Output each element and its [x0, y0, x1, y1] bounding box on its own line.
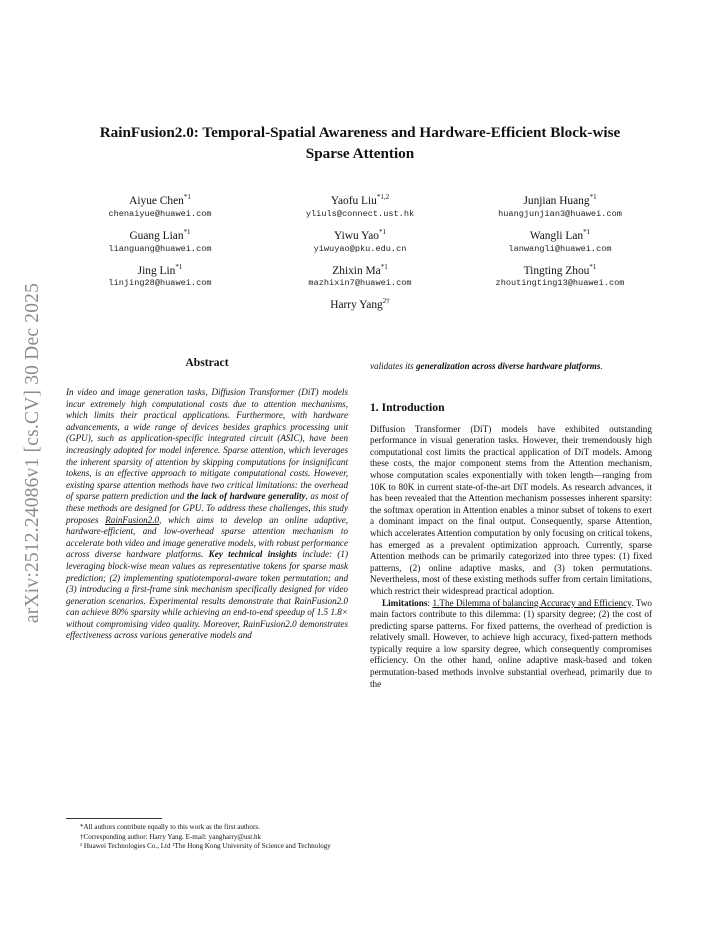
author-entry — [260, 294, 460, 312]
author-affiliation-mark: *1 — [589, 193, 597, 201]
abstract-emphasis: the lack of hardware generality — [186, 491, 306, 502]
author-email: linjing28@huawei.com — [108, 278, 212, 289]
author-block — [60, 190, 660, 317]
abstract-body: In video and image generation tasks, Diffusion Transformer (DiT) models incur extremely high computational costs due to attention mechanisms, which limits their practical applications. Furthermore, with hardware advancements, a wide range of devices besides graphics processing unit (GPU), such as application-specific integrated circuit (ASIC), have been increasingly adopted for model inference. Sparse attention, which leverages the inherent sparsity of attention by skipping computations for insignificant tokens, is an effective approach to mitigate computational costs. However, existing sparse attention methods have two critical limitations: the overhead of sparse pattern prediction and the lack of hardware generality, as most of these methods are designed for GPU. To address these challenges, this study proposes RainFusion2.0, which aims to develop an online adaptive, hardware-efficient, and low-overhead sparse attention mechanism to accelerate both video and image generative models, with robust performance across diverse hardware platforms. Key technical insights include: (1) leveraging block-wise mean values as representative tokens for sparse mask prediction; (2) implementing spatiotemporal-aware token permutation; and (3) introducing a first-frame sink mechanism specifically designed for video generation scenarios. Experimental results demonstrate that RainFusion2.0 can achieve 80% sparsity while achieving an end-to-end speedup of 1.5 1.8× without compromising video quality. Moreover, RainFusion2.0 demonstrates effectiveness across various generative models and — [66, 387, 349, 641]
footnote-corresponding-author: †Corresponding author: Harry Yang. E-mail: yangharry@ust.hk — [80, 832, 262, 841]
author-affiliation-mark: *1,2 — [376, 193, 390, 201]
author-entry — [460, 225, 660, 255]
footnotes — [66, 818, 348, 852]
limitation-title: 1.The Dilemma of balancing Accuracy and Efficiency — [432, 597, 632, 608]
author-name: Yiwu Yao$^{*1}$ — [334, 227, 386, 242]
right-column — [370, 361, 652, 690]
author-name: Wangli Lan$^{*1}$ — [529, 227, 591, 242]
author-affiliation-mark: 2† — [382, 297, 390, 306]
author-entry — [460, 260, 660, 290]
author-row — [60, 260, 660, 290]
intro-paragraph: Diffusion Transformer (DiT) models have exhibited outstanding performance in visual generation tasks. However, their tremendously high computational cost limits the practical application of DiT models. Among these costs, the major component stems from the Attention mechanism, whose computation scales exponentially with token length—ranging from 10K to 80K in current state-of-the-art DiT models. As research advances, it has been revealed that the Attention mechanism possesses inherent sparsity: the softmax operation in Attention enables a minor subset of tokens to exert a dominant impact on the final output. Consequently, sparse Attention, which accelerates Attention computation by only focusing on critical tokens, has emerged as a prevalent optimization approach. Currently, sparse Attention methods can be primarily categorized into three types: (1) fixed patterns, (2) online adaptive masks, and (3) token permutations. Nevertheless, most of these existing methods suffer from certain limitations, which restrict their widespread practical adoption. — [370, 423, 652, 596]
author-email: chenaiyue@huawei.com — [108, 208, 212, 219]
title-line-1: RainFusion2.0: Temporal-Spatial Awareness and Hardware-Efficient Block-wise — [99, 124, 621, 141]
left-column — [66, 356, 348, 642]
arxiv-stamp — [22, 262, 44, 644]
author-email: huangjunjian3@huawei.com — [498, 208, 622, 219]
abstract-heading: Abstract — [185, 356, 229, 369]
footnote-affiliations: ¹ Huawei Technologies Co., Ltd ²The Hong Kong University of Science and Technology — [80, 842, 331, 850]
section-heading-introduction: 1. Introduction — [370, 400, 445, 414]
author-entry — [60, 260, 260, 290]
arxiv-identifier: arXiv:2512.24086v1 [cs.CV] 30 Dec 2025 — [22, 282, 43, 624]
author-email: yiwuyao@pku.edu.cn — [313, 243, 407, 254]
author-name: Aiyue Chen$^{*1}$ — [129, 193, 191, 207]
author-name: Harry Yang$^{2\dagger}$ — [330, 297, 390, 312]
author-row — [60, 225, 660, 255]
author-affiliation-mark: *1 — [583, 227, 591, 236]
author-email: yliuls@connect.ust.hk — [305, 208, 415, 219]
paper-title — [60, 122, 660, 164]
author-affiliation-mark: *1 — [183, 227, 191, 236]
footnote-equal-contribution: *All authors contribute equally to this work as the first authors. — [80, 823, 260, 831]
author-name: Zhixin Ma$^{*1}$ — [332, 262, 388, 277]
author-name: Tingting Zhou$^{*1}$ — [523, 262, 597, 277]
author-entry — [260, 225, 460, 255]
method-name-link: RainFusion2.0 — [105, 514, 160, 525]
author-entry — [460, 190, 660, 220]
abstract-emphasis: Key technical insights — [208, 549, 298, 560]
author-affiliation-mark: *1 — [589, 262, 597, 271]
author-email: zhoutingting13@huawei.com — [495, 278, 625, 289]
author-name: Yaofu Liu$^{*1,2}$ — [330, 193, 390, 207]
author-affiliation-mark: *1 — [175, 262, 183, 271]
limitations-label: Limitations — [382, 597, 428, 608]
author-name: Guang Lian$^{*1}$ — [129, 227, 191, 242]
author-row — [60, 294, 660, 312]
author-entry — [260, 260, 460, 290]
author-email: lanwangli@huawei.com — [508, 243, 612, 254]
author-name: Jing Lin$^{*1}$ — [137, 262, 183, 277]
author-affiliation-mark: *1 — [378, 227, 386, 236]
author-row — [60, 190, 660, 220]
limitations-paragraph: Limitations: 1.The Dilemma of balancing Accuracy and Efficiency. Two main factors contribute to this dilemma: (1) sparsity degree; (2) the cost of predicting sparse patterns. For fixed patterns, the overhead of prediction is relatively small. However, to achieve high accuracy, fixed-pattern methods typically require a low sparsity degree, which consequently compromises efficiency. On the other hand, online adaptive mask-based and token permutation-based methods involve substantial overhead, primarily due to the — [370, 597, 652, 689]
title-line-2: Sparse Attention — [305, 145, 415, 162]
author-name: Junjian Huang$^{*1}$ — [523, 193, 597, 207]
author-entry — [260, 190, 460, 220]
author-affiliation-mark: *1 — [380, 262, 388, 271]
author-entry — [60, 225, 260, 255]
footnote-rule — [66, 818, 162, 819]
author-email: mazhixin7@huawei.com — [308, 278, 412, 289]
abstract-continuation: validates its generalization across diverse hardware platforms. — [370, 361, 603, 371]
author-entry — [60, 190, 260, 220]
author-affiliation-mark: *1 — [183, 193, 191, 201]
abstract-emphasis: generalization across diverse hardware platforms — [415, 361, 601, 371]
author-email: lianguang@huawei.com — [108, 243, 212, 254]
